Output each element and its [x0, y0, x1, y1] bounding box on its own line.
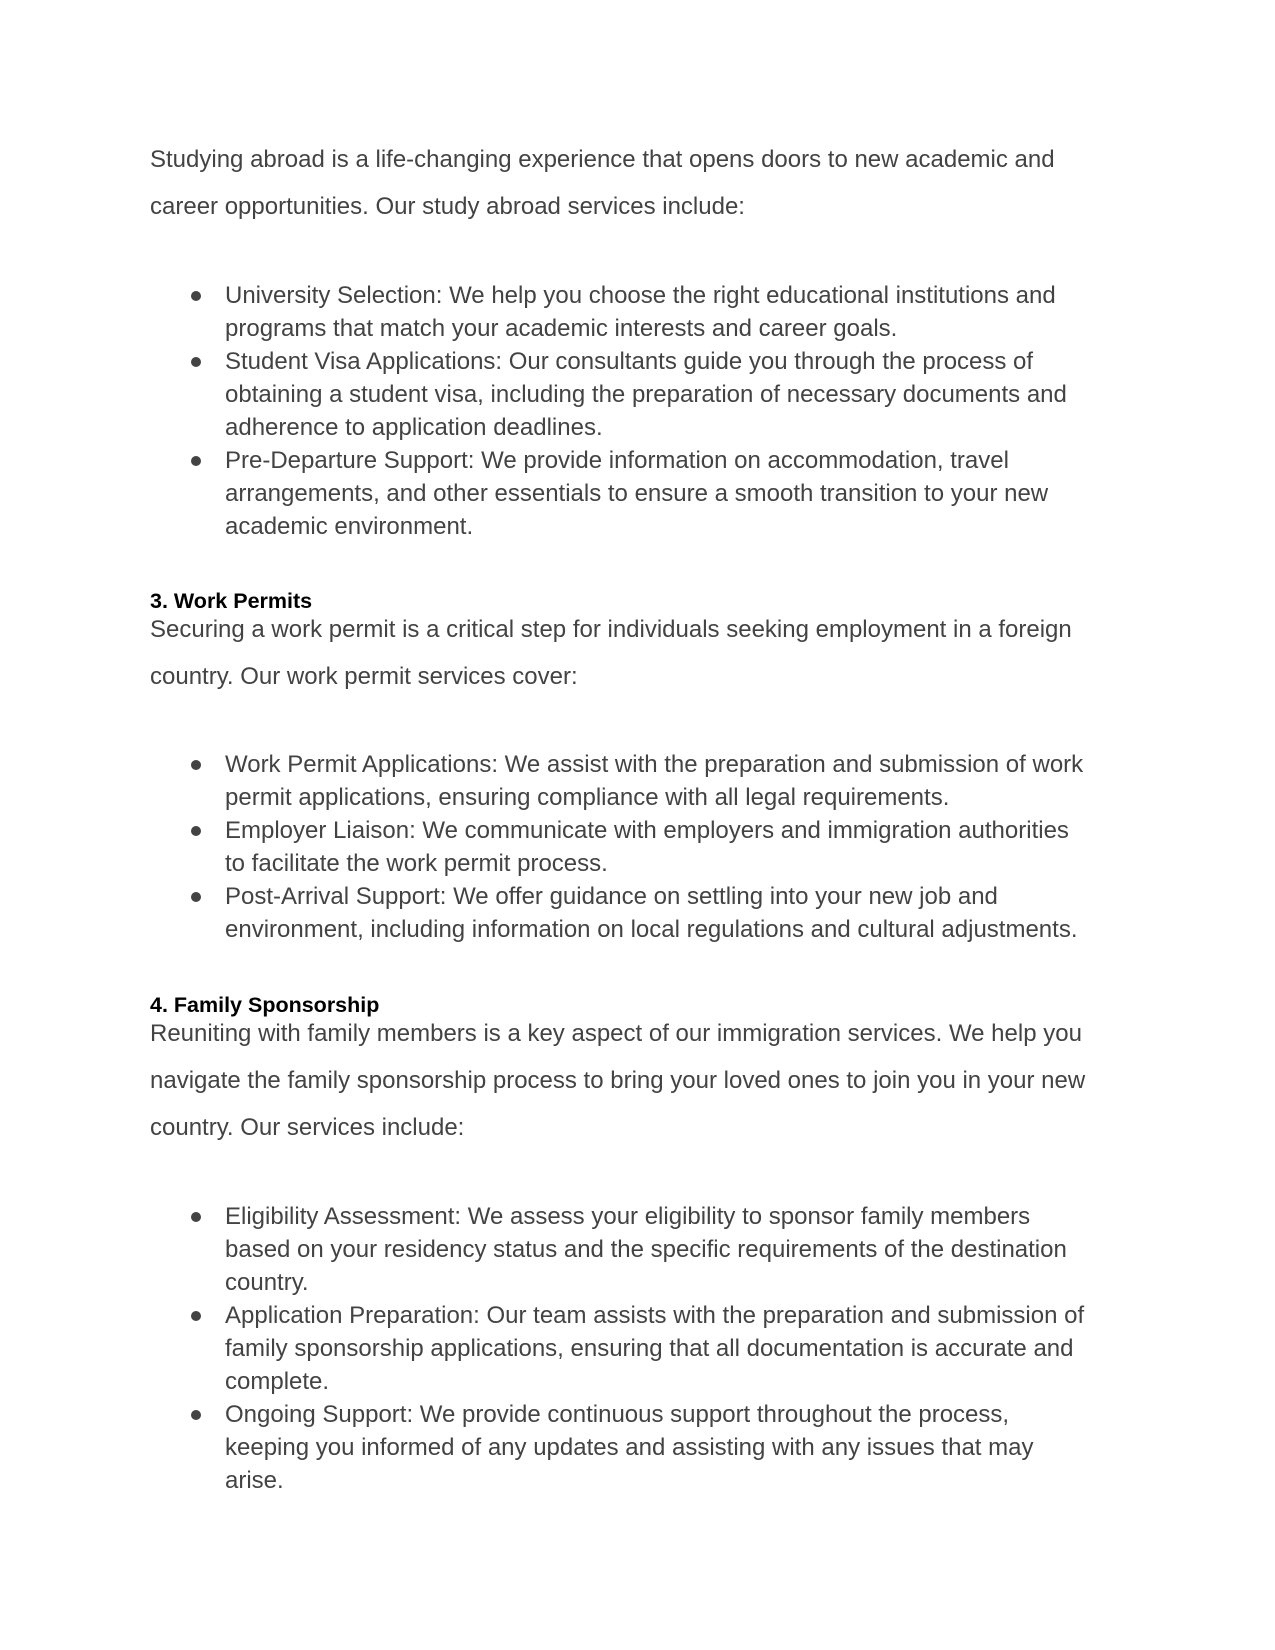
list-item: Post-Arrival Support: We offer guidance on settling into your new job and environment, including information on local regulations and cultural adjustments.	[150, 880, 1083, 946]
bullet-icon	[191, 291, 201, 301]
bullet-icon	[191, 1311, 201, 1321]
paragraph-line: Studying abroad is a life-changing experience that opens doors to new academic and	[150, 146, 1055, 173]
list-item: Application Preparation: Our team assists with the preparation and submission of family sponsorship applications, ensuring that all documentation is accurate and complete.	[150, 1299, 1084, 1398]
work-permits-heading: 3. Work Permits	[150, 589, 313, 613]
bullet-icon	[191, 1410, 201, 1420]
list-item: Student Visa Applications: Our consultants guide you through the process of obtaining a student visa, including the preparation of necessary documents and adherence to application deadlines.	[150, 345, 1067, 444]
work-permits-paragraph	[150, 606, 1072, 700]
paragraph-line: country. Our services include:	[150, 1114, 465, 1141]
study-abroad-services-list	[150, 279, 1067, 543]
list-item: Work Permit Applications: We assist with the preparation and submission of work permit applications, ensuring compliance with all legal requirements.	[150, 748, 1083, 814]
family-sponsorship-services-list	[150, 1200, 1084, 1497]
family-sponsorship-paragraph	[150, 1010, 1085, 1151]
paragraph-line: Reuniting with family members is a key aspect of our immigration services. We help you	[150, 1020, 1082, 1047]
list-item: Eligibility Assessment: We assess your eligibility to sponsor family members based on your residency status and the specific requirements of the destination country.	[150, 1200, 1084, 1299]
bullet-icon	[191, 760, 201, 770]
bullet-icon	[191, 456, 201, 466]
paragraph-line: navigate the family sponsorship process to bring your loved ones to join you in your new	[150, 1067, 1086, 1094]
list-item: University Selection: We help you choose the right educational institutions and programs that match your academic interests and career goals.	[150, 279, 1067, 345]
study-abroad-intro-paragraph	[150, 136, 1055, 230]
paragraph-line: career opportunities. Our study abroad services include:	[150, 193, 745, 220]
work-permit-services-list	[150, 748, 1083, 946]
bullet-icon	[191, 892, 201, 902]
bullet-icon	[191, 357, 201, 367]
family-sponsorship-heading: 4. Family Sponsorship	[150, 993, 380, 1017]
list-item: Employer Liaison: We communicate with employers and immigration authorities to facilitate the work permit process.	[150, 814, 1083, 880]
list-item: Pre-Departure Support: We provide information on accommodation, travel arrangements, and other essentials to ensure a smooth transition to your new academic environment.	[150, 444, 1067, 543]
bullet-icon	[191, 826, 201, 836]
paragraph-line: country. Our work permit services cover:	[150, 663, 578, 690]
bullet-icon	[191, 1212, 201, 1222]
paragraph-line: Securing a work permit is a critical step for individuals seeking employment in a foreign	[150, 616, 1072, 643]
list-item: Ongoing Support: We provide continuous support throughout the process, keeping you informed of any updates and assisting with any issues that may arise.	[150, 1398, 1084, 1497]
